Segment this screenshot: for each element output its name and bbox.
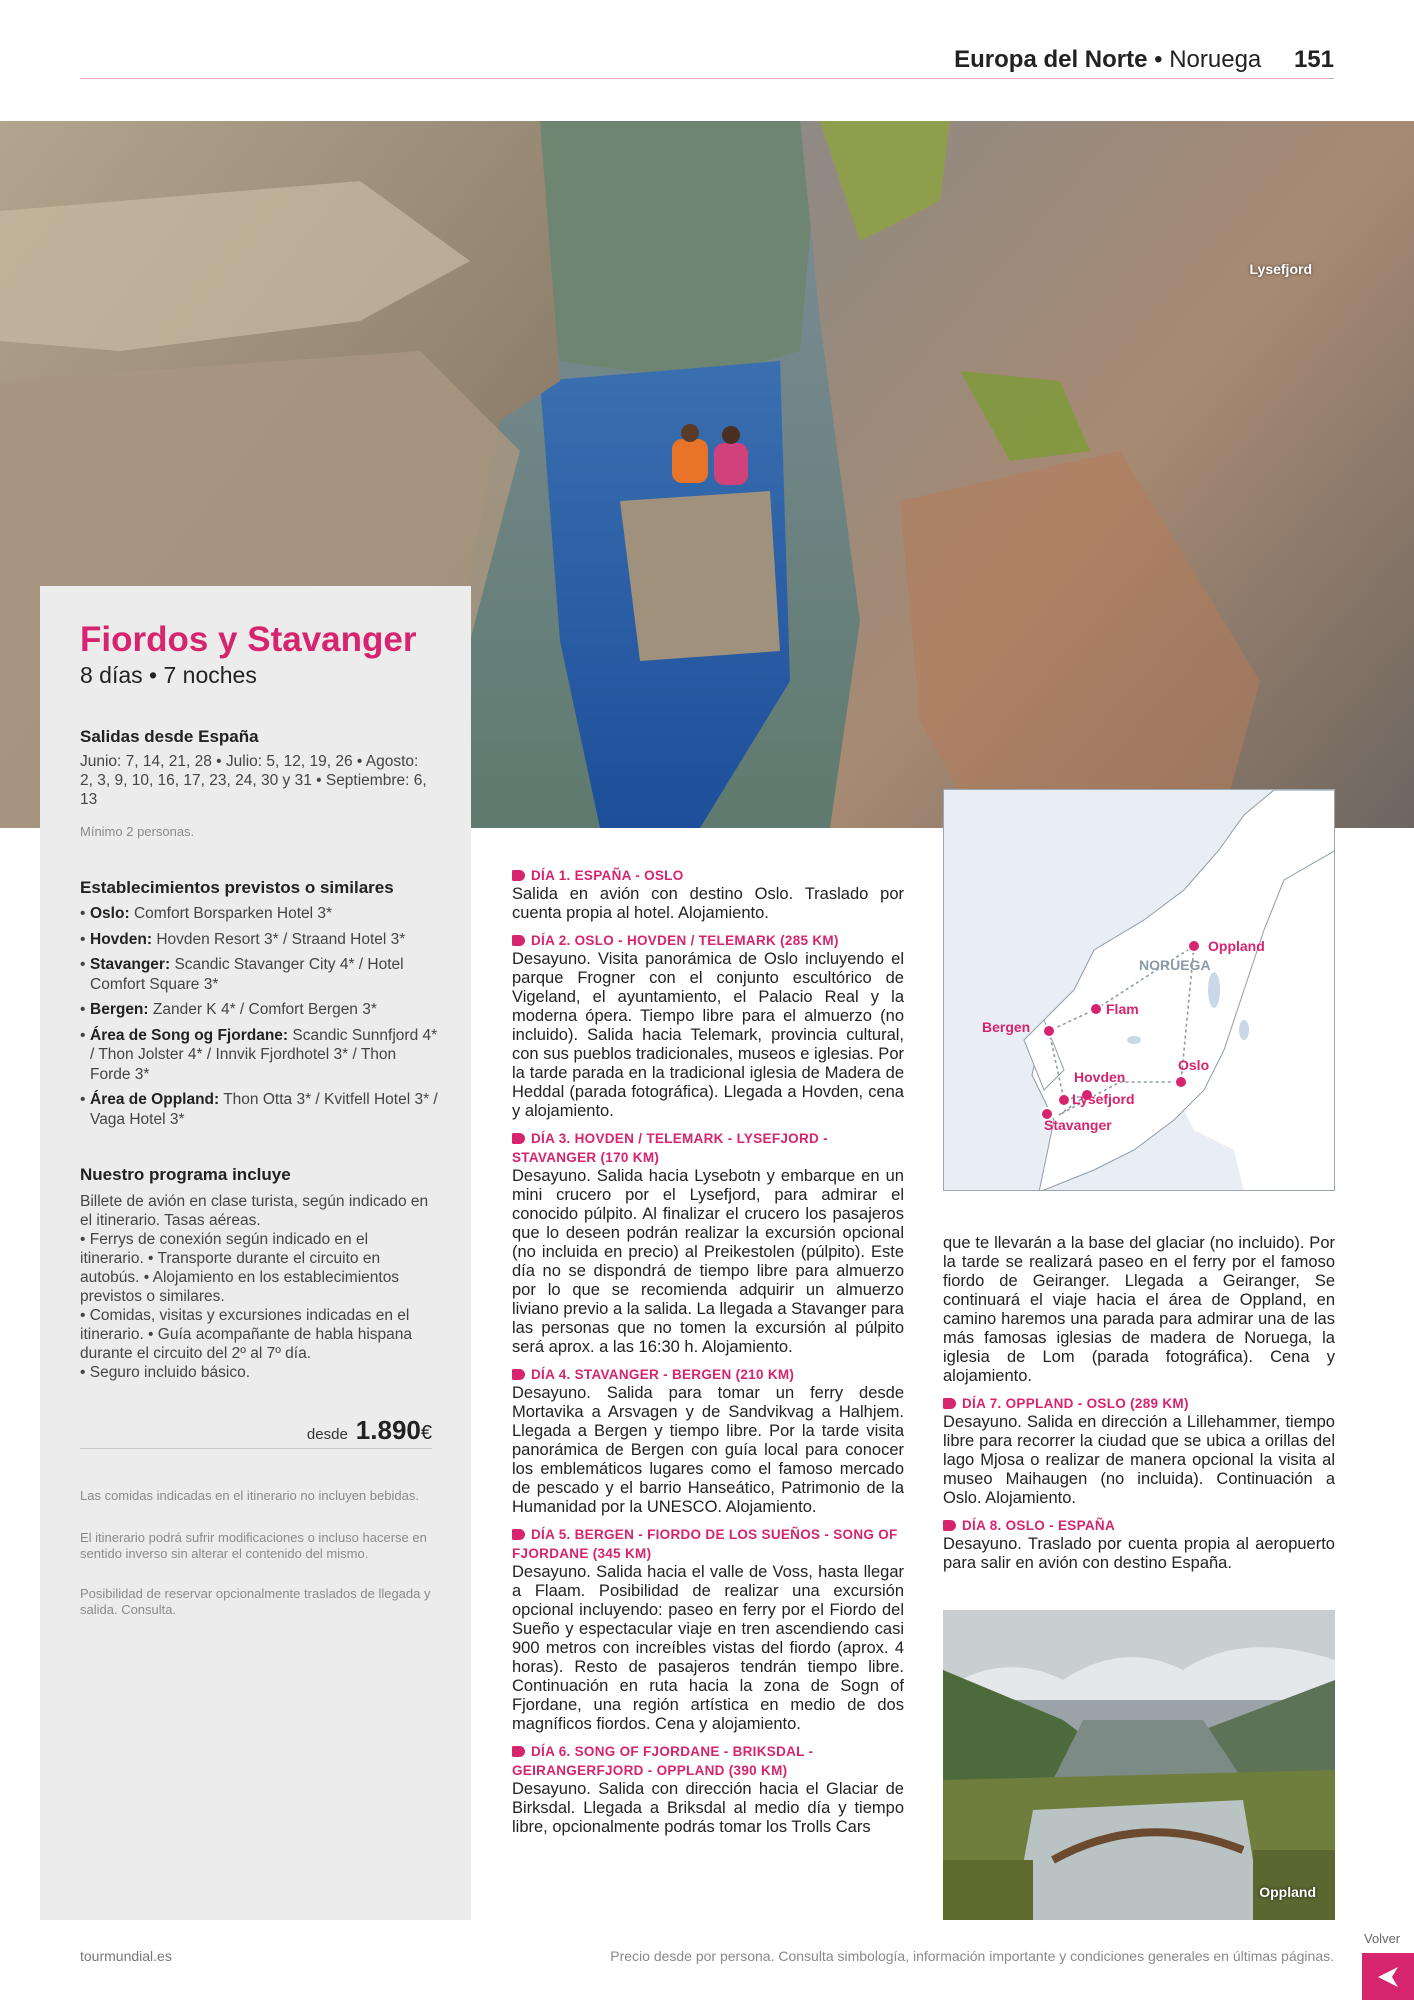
hotel-place: Hovden: [90, 930, 152, 948]
price-currency: € [420, 1422, 432, 1444]
day-description: Desayuno. Salida para tomar un ferry desde Mortavika a Arsvagen y de Sandvikvag a Halhjem. Llegada a Bergen y tiempo libre. Por la tarde visita panorámica de Bergen con guía local para conocer los emblemáticos lugares como el famoso mercado de pescado y el barrio Hanseático, Patrimonio de la Humanidad por la UNESCO. Alojamiento. [512, 1384, 904, 1516]
program-includes [80, 1192, 434, 1382]
hotel-item [80, 1026, 440, 1085]
note-meals: Las comidas indicadas en el itinerario no incluyen bebidas. [80, 1488, 419, 1503]
price-amount: 1.890 [355, 1415, 421, 1445]
hero-caption: Lysefjord [1249, 261, 1312, 277]
map-label-lysefjord: Lysefjord [1072, 1091, 1135, 1107]
hotel-names: Scandic Sunnfjord 4* / Thon Jolster 4* / Innvik Fjordhotel 3* / Thon Forde 3* [90, 1026, 438, 1083]
price-from-label: desde [306, 1426, 348, 1443]
minimum-people-note: Mínimo 2 personas. [80, 824, 195, 839]
map-marker-oslo [1175, 1076, 1187, 1088]
hotel-item [80, 1000, 440, 1020]
hotel-names: Zander K 4* / Comfort Bergen 3* [152, 1001, 377, 1018]
map-marker-flam [1090, 1003, 1102, 1015]
program-line: • Comidas, visitas y excursiones indicadas en el itinerario. • Guía acompañante de habla hispana durante el circuito del 2º al 7º día. [80, 1307, 413, 1362]
day-tag-icon [512, 935, 525, 946]
day-description: Salida en avión con destino Oslo. Traslado por cuenta propia al hotel. Alojamiento. [512, 885, 904, 922]
map-label-bergen: Bergen [982, 1019, 1031, 1035]
day-tag-icon [943, 1398, 956, 1409]
hotel-names: Hovden Resort 3* / Straand Hotel 3* [156, 930, 406, 948]
note-itinerary-changes: El itinerario podrá sufrir modificaciones o incluso hacerse en sentido inverso sin alterar el contenido del mismo. [80, 1530, 427, 1561]
itinerary-day [512, 1742, 904, 1837]
hotel-place: Bergen: [90, 1001, 149, 1018]
page-number: 151 [1293, 46, 1334, 73]
region-title: Europa del Norte [954, 46, 1148, 73]
map-label-hovden: Hovden [1074, 1069, 1126, 1085]
price-divider [80, 1448, 432, 1449]
day-tag-icon [512, 1529, 525, 1540]
day-title: DÍA 2. OSLO - HOVDEN / TELEMARK (285 KM) [531, 933, 839, 948]
day-tag-icon [512, 1369, 525, 1380]
back-button[interactable] [1362, 1953, 1414, 2000]
hotel-place: Área de Oppland: [90, 1091, 220, 1108]
day-tag-icon [943, 1520, 956, 1531]
country-title: Noruega [1169, 46, 1262, 73]
itinerary-day [512, 931, 904, 1121]
day-title: DÍA 7. OPPLAND - OSLO (289 KM) [962, 1396, 1189, 1411]
route-map-illustration [944, 790, 1335, 1191]
hotels-list [80, 904, 440, 1135]
day-title: DÍA 8. OSLO - ESPAÑA [962, 1518, 1116, 1533]
day-title: DÍA 5. BERGEN - FIORDO DE LOS SUEÑOS - SONG OF FJORDANE (345 KM) [512, 1527, 898, 1561]
itinerary-day [512, 1525, 904, 1734]
hotels-title: Establecimientos previstos o similares [80, 878, 394, 897]
footer-disclaimer: Precio desde por persona. Consulta simbología, información importante y condiciones generales en últimas páginas. [610, 1948, 1334, 1964]
footer-site-link[interactable]: tourmundial.es [80, 1948, 172, 1964]
hotel-names: Thon Otta 3* / Kvitfell Hotel 3* / Vaga Hotel 3* [90, 1091, 438, 1128]
day-title: DÍA 3. HOVDEN / TELEMARK - LYSEFJORD - STAVANGER (170 KM) [512, 1131, 828, 1165]
departures-title: Salidas desde España [80, 727, 259, 746]
day-title: DÍA 6. SONG OF FJORDANE - BRIKSDAL - GEIRANGERFJORD - OPPLAND (390 KM) [512, 1744, 814, 1778]
hotel-names: Scandic Stavanger City 4* / Hotel Comfort Square 3* [90, 956, 404, 993]
itinerary-day [512, 866, 904, 923]
oppland-illustration [943, 1610, 1335, 1920]
hotel-place: Oslo: [90, 905, 130, 922]
page-header [80, 46, 1334, 80]
map-country-label: NORUEGA [1139, 957, 1211, 973]
itinerary-column-middle [512, 866, 904, 1845]
itinerary-day [512, 1129, 904, 1357]
map-label-flam: Flam [1106, 1001, 1139, 1017]
itinerary-day [943, 1516, 1335, 1573]
oppland-photo [943, 1610, 1335, 1920]
program-line: • Ferrys de conexión según indicado en el itinerario. • Transporte durante el circuito en autobús. • Alojamiento en los establecimientos previstos o similares. [80, 1231, 400, 1305]
program-line: • Seguro incluido básico. [80, 1364, 251, 1381]
day-description: Desayuno. Visita panorámica de Oslo incluyendo el parque Frogner con el conjunto escultórico de Vigeland, el ayuntamiento, el Palacio Real y la moderna ópera. Tiempo libre para el almuerzo (no incluido). Salida hacia Telemark, provincia cultural, con sus pueblos tradicionales, museos e iglesias. Por la tarde parada en la tradicional iglesia de Madera de Heddal (parada fotográfica). Llegada a Hovden, cena y alojamiento. [512, 950, 904, 1120]
map-label-oppland: Oppland [1208, 938, 1265, 954]
map-marker-lysefjord [1058, 1094, 1070, 1106]
itinerary-day-continued [943, 1234, 1335, 1386]
hotel-item [80, 1090, 440, 1129]
departures-dates: Junio: 7, 14, 21, 28 • Julio: 5, 12, 19, 26 • Agosto: 2, 3, 9, 10, 16, 17, 23, 24, 30 y 31 • Septiembre: 6, 13 [80, 753, 427, 808]
header-divider [80, 78, 1334, 79]
itinerary-day [512, 1365, 904, 1517]
back-arrow-icon [1376, 1965, 1400, 1989]
note-transfers: Posibilidad de reservar opcionalmente traslados de llegada y salida. Consulta. [80, 1586, 431, 1617]
hotel-item [80, 930, 440, 950]
map-marker-oppland [1188, 940, 1200, 952]
day-title: DÍA 1. ESPAÑA - OSLO [531, 868, 684, 883]
trip-title: Fiordos y Stavanger [80, 620, 417, 659]
day-description: Desayuno. Salida hacia el valle de Voss, hasta llegar a Flaam. Posibilidad de realizar una excursión opcional incluyendo: paseo en ferry por el Fiordo del Sueño y espectacular viaje en tren ascendiendo casi 900 metros con increíbles vistas del fiordo (aprox. 4 horas). Resto de pasajeros tendrán tiempo libre. Continuación en ruta hacia la zona de Sogn of Fjordane, una región artística en medio de dos magníficos fiordos. Cena y alojamiento. [512, 1563, 904, 1733]
price [80, 1415, 432, 1446]
hotel-item [80, 904, 440, 924]
itinerary-day [943, 1394, 1335, 1508]
day-tag-icon [512, 1133, 525, 1144]
itinerary-column-right [943, 1234, 1335, 1581]
photo-caption: Oppland [1259, 1884, 1316, 1900]
hotel-place: Stavanger: [90, 956, 171, 973]
route-map [943, 789, 1335, 1191]
day-description: Desayuno. Salida hacia Lysebotn y embarque en un mini crucero por el Lysefjord, para admirar el conocido púlpito. Al finalizar el crucero los pasajeros que lo deseen podrán realizar la excursión opcional (no incluida en precio) al Preikestolen (púlpito). Este día no se dispondrá de tiempo libre para almuerzo por lo que se recomienda adquirir un almuerzo liviano previo a la salida. La llegada a Stavanger para las personas que no tomen la excursión al púlpito será aprox. a las 16:30 h. Alojamiento. [512, 1167, 904, 1356]
map-marker-bergen [1043, 1025, 1055, 1037]
hotel-place: Área de Song og Fjordane: [90, 1026, 289, 1044]
hotel-item [80, 955, 440, 994]
map-label-oslo: Oslo [1178, 1057, 1210, 1073]
day-title: DÍA 4. STAVANGER - BERGEN (210 KM) [531, 1367, 795, 1382]
hotel-names: Comfort Borsparken Hotel 3* [133, 905, 333, 922]
day-description: Desayuno. Traslado por cuenta propia al aeropuerto para salir en avión con destino España. [943, 1535, 1335, 1572]
day-description: que te llevarán a la base del glaciar (no incluido). Por la tarde se realizará paseo en el ferry por el famoso fiordo de Geiranger. Llegada a Geiranger, Se continuará el viaje hacia el área de Oppland, en camino haremos una parada para admirar una de las más famosas iglesias de madera de Noruega, la iglesia de Lom (parada fotográfica). Cena y alojamiento. [943, 1234, 1335, 1385]
day-description: Desayuno. Salida en dirección a Lillehammer, tiempo libre para recorrer la ciudad que se ubica a orillas del lago Mjosa o realizar de manera opcional la visita al museo Maihaugen (no incluida). Continuación a Oslo. Alojamiento. [943, 1413, 1335, 1507]
day-tag-icon [512, 870, 525, 881]
program-title: Nuestro programa incluye [80, 1165, 291, 1184]
map-label-stavanger: Stavanger [1044, 1117, 1112, 1133]
program-line: Billete de avión en clase turista, según indicado en el itinerario. Tasas aéreas. [80, 1193, 429, 1229]
day-description: Desayuno. Salida con dirección hacia el Glaciar de Birksdal. Llegada a Briksdal al medio día y tiempo libre, opcionalmente podrás tomar los Trolls Cars [512, 1780, 904, 1836]
header-separator: • [1154, 46, 1163, 73]
back-label[interactable]: Volver [1364, 1931, 1401, 1946]
day-tag-icon [512, 1746, 525, 1757]
trip-duration: 8 días • 7 noches [80, 662, 257, 688]
